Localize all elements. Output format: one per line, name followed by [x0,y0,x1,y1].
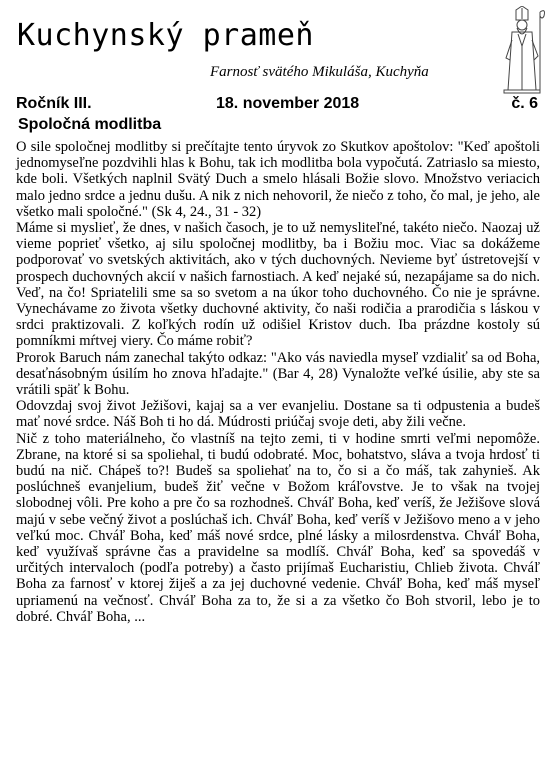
issue-number: č. 6 [511,95,538,112]
article-paragraph: Prorok Baruch nám zanechal takýto odkaz: "Ako vás naviedla myseľ vzdialiť sa od Boha, desaťnásobným úsilím ho znova hľadajte." (Bar 4, 28) Vynaložte veľké úsilie, aby ste sa vrátili späť k Bohu. [16,349,540,399]
saint-nicholas-bishop-icon [498,6,546,94]
article-body [16,139,540,625]
parish-subtitle: Farnosť svätého Mikuláša, Kuchyňa [210,64,429,80]
masthead [0,0,554,95]
article-paragraph: Máme si myslieť, že dnes, v našich časoch, je to už nemysliteľné, takéto niečo. Naozaj už vieme poprieť všetko, aj silu spoločnej modlitby, ba i Božiu moc. Viac sa dokážeme podporovať vo svetských aktivitách, ako v tých duchovných. Nevieme byť ústretovejší v prospech duchovných akcií v našich farnostiach. A keď nejaké sú, nezapájame sa do nich. Veď, na čo! Spriatelili sme sa so svetom a na úkor toho duchovného. Čo nie je správne. Vynechávame zo života všetky duchovné aktivity, čo naši rodičia a prarodičia s láskou v srdci praktizovali. Z koľkých rodín už odišiel Kristov duch. Iba prázdne kostoly sú pomníkmi mŕtvej viery. Čo máme robiť? [16,220,540,350]
article-paragraph: O sile spoločnej modlitby si prečítajte tento úryvok zo Skutkov apoštolov: "Keď apoštoli jednomyseľne pozdvihli hlas k Bohu, tak ich modlitba bola vypočutá. Zatriaslo sa miesto, kde boli. Všetkých naplnil Svätý Duch a smelo hlásali Božie slovo. Množstvo veriacich malo jedno srdce a jednu dušu. A nik z nich nehovoril, že niečo z toho, čo mal, je jeho, ale všetko mali spoločné." (Sk 4, 24., 31 - 32) [16,139,540,220]
issue-date: 18. november 2018 [216,95,360,112]
article-title: Spoločná modlitba [18,116,162,133]
article-paragraph: Odovzdaj svoj život Ježišovi, kajaj sa a ver evanjeliu. Dostane sa ti odpustenia a budeš mať nové srdce. Náš Boh ti ho dá. Múdrosti priúčaj svoje deti, aby žili večne. [16,398,540,431]
article-paragraph: Nič z toho materiálneho, čo vlastníš na tejto zemi, ti v hodine smrti veľmi nepomôže. Zbrane, na ktoré si sa spoliehal, ti budú odobraté. Moc, bohatstvo, sláva a tvoja hrdosť ti budú na nič. Chápeš to?! Budeš sa spoliehať na to, čo si a čo máš, tak zahynieš. Ak poslúchneš evanjelium, budeš žiť večne v Božom kráľovstve. Je to však na tvojej slobodnej vôli. Pre koho a pre čo sa rozhodneš. Chváľ Boha, keď veríš, že Ježišove slová majú v sebe večný život a poslúchaš ich. Chváľ Boha, keď veríš v Ježišovo meno a v jeho veľkú moc. Chváľ Boha, keď máš nové srdce, plné lásky a milosrdenstva. Chváľ Boha, keď využívaš správne čas a pravidelne sa modlíš. Chváľ Boha, keď sa spovedáš v určitých intervaloch (podľa potreby) a často prijímaš Eucharistiu, Chlieb života. Chváľ Boha za farnosť v ktorej žiješ a za jej duchovné vedenie. Chváľ Boha, keď máš myseľ upriamenú na večnosť. Chváľ Boha za to, že si a za všetko čo Boh stvoril, lebo je to dobré. Chváľ Boha, ... [16,430,540,625]
newsletter-title: Kuchynský prameň [17,18,314,53]
issue-info-bar [16,95,538,115]
volume-label: Ročník III. [16,95,92,112]
